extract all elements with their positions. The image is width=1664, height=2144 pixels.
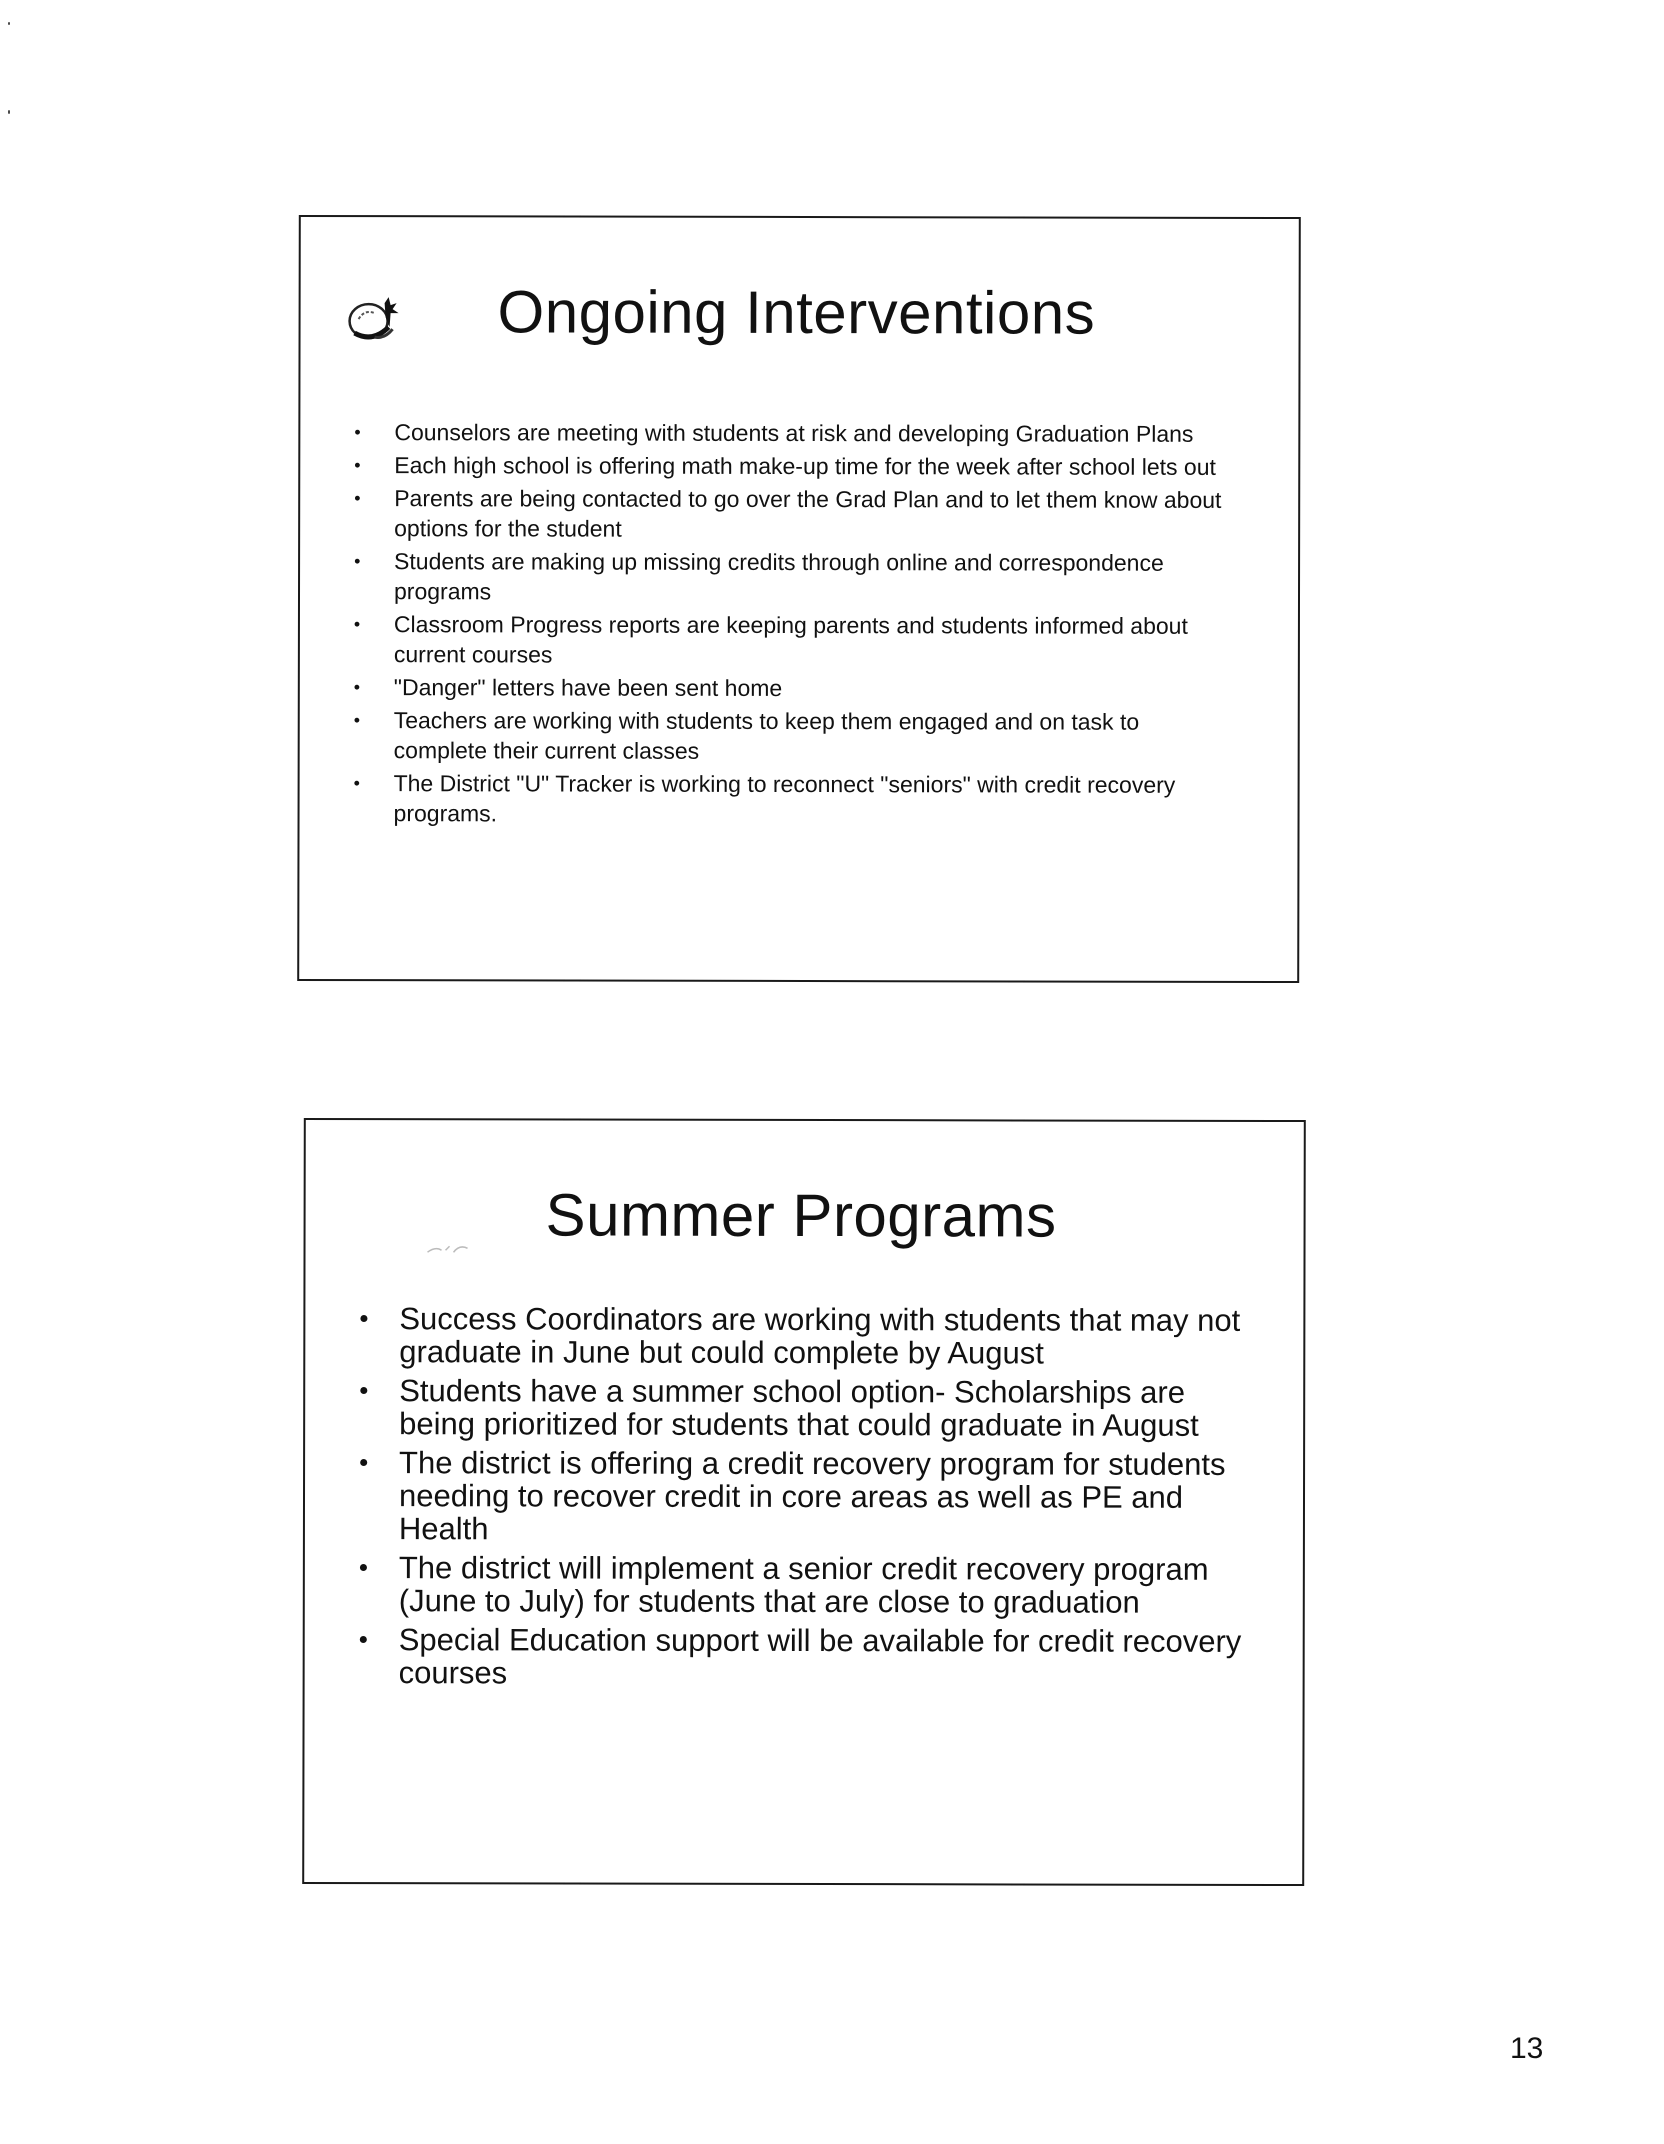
page-number: 13 bbox=[1510, 2032, 1544, 2065]
list-item-text: Students have a summer school option- Scholarships are being prioritized for students that could graduate in August bbox=[399, 1373, 1199, 1443]
bullet-glyph: • bbox=[354, 455, 361, 476]
bullet-glyph: • bbox=[358, 1624, 368, 1655]
bullet-glyph: • bbox=[354, 422, 361, 443]
list-item-text: "Danger" letters have been sent home bbox=[393, 674, 783, 701]
list-item bbox=[359, 1374, 1259, 1442]
list-item-text: Counselors are meeting with students at risk and developing Graduation Plans bbox=[394, 419, 1194, 447]
bullet-list bbox=[354, 417, 1235, 833]
bullet-glyph: • bbox=[353, 677, 361, 698]
list-item bbox=[354, 768, 1234, 830]
list-item bbox=[354, 417, 1234, 449]
list-item-text: Success Coordinators are working with students that may not graduate in June but could complete by August bbox=[399, 1301, 1241, 1371]
list-item-text: Parents are being contacted to go over the Grad Plan and to let them know about options for the student bbox=[394, 485, 1222, 542]
bullet-glyph: • bbox=[359, 1447, 369, 1478]
bullet-glyph: • bbox=[354, 488, 361, 509]
list-item bbox=[354, 609, 1234, 671]
faint-logo-mark bbox=[426, 1240, 472, 1256]
list-item bbox=[359, 1551, 1259, 1619]
list-item bbox=[359, 1623, 1259, 1691]
bullet-glyph: • bbox=[353, 710, 361, 731]
list-item bbox=[354, 483, 1234, 545]
bullet-glyph: • bbox=[353, 614, 361, 635]
list-item bbox=[354, 546, 1234, 608]
list-item bbox=[354, 450, 1234, 482]
list-item-text: Special Education support will be available for credit recovery courses bbox=[398, 1622, 1242, 1691]
list-item bbox=[359, 1302, 1259, 1370]
list-item-text: Each high school is offering math make-up time for the week after school lets out bbox=[394, 452, 1216, 480]
slide-title: Ongoing Interventions bbox=[497, 278, 1096, 347]
list-item-text: Classroom Progress reports are keeping parents and students informed about current courses bbox=[393, 611, 1188, 668]
list-item-text: The District "U" Tracker is working to reconnect "seniors" with credit recovery programs. bbox=[393, 770, 1176, 827]
list-item-text: The district is offering a credit recovery program for students needing to recover credit in core areas as well as PE and Health bbox=[398, 1445, 1226, 1547]
bullet-list bbox=[359, 1302, 1260, 1697]
bullet-glyph: • bbox=[353, 773, 360, 794]
district-logo-icon bbox=[345, 289, 405, 349]
list-item-text: Students are making up missing credits through online and correspondence programs bbox=[393, 548, 1164, 605]
list-item-text: Teachers are working with students to keep them engaged and on task to complete their current classes bbox=[393, 707, 1140, 764]
bullet-glyph: • bbox=[354, 551, 361, 572]
scan-speck bbox=[8, 110, 10, 114]
list-item bbox=[359, 1446, 1259, 1547]
bullet-glyph: • bbox=[359, 1303, 369, 1334]
scan-speck bbox=[8, 22, 10, 25]
slide-title: Summer Programs bbox=[545, 1181, 1057, 1250]
list-item bbox=[354, 672, 1234, 704]
slide-ongoing-interventions bbox=[297, 215, 1301, 983]
bullet-glyph: • bbox=[358, 1552, 369, 1583]
list-item-text: The district will implement a senior credit recovery program (June to July) for students that are close to graduation bbox=[398, 1550, 1209, 1620]
list-item bbox=[354, 705, 1234, 767]
bullet-glyph: • bbox=[359, 1375, 369, 1406]
slide-summer-programs bbox=[302, 1118, 1306, 1886]
